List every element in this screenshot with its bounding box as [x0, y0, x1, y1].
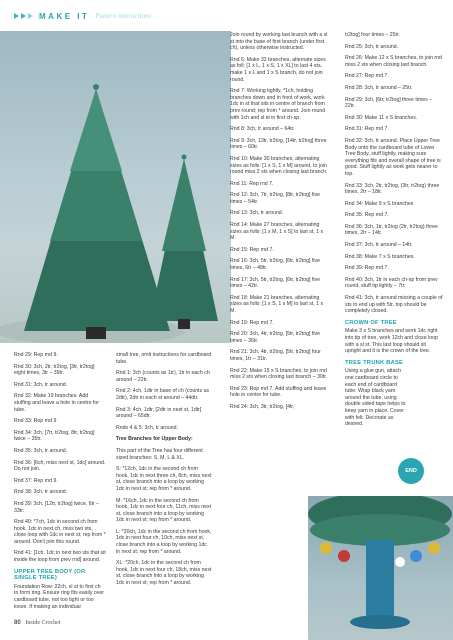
instruction-row: Rnd 16: 3ch, 5tr, tr2tog, [6tr, tr2tog] five times, 6tr – 48tr. — [230, 258, 320, 272]
instruction-row: Rnd 3: 4ch, 1dtr, [2dtr in next st, 1dtr] around – 65dtr. — [116, 406, 202, 420]
instruction-row: S: *12ch, 1dc in the second ch from hook, 1dc in next three ch, 8ch, miss next st, close branch into a loop by working 1dc in next st; rep from * around. — [116, 466, 212, 492]
instruction-row: Join round by working last branch with a sl st into the base of first branch (under first ch), unless otherwise instructed. — [230, 32, 328, 52]
instruction-row: Rnd 34: 3ch, [7tr, tr2tog, 8tr, tr2tog] twice – 35tr. — [14, 429, 95, 443]
instruction-row: Rnd 18: Make 21 branches, alternating sizes as folls: [1 x S, 1 x M] to last st, 1 x M. — [230, 294, 324, 314]
instruction-row: Rnd 33: 3ch, 2tr, tr2tog, (3tr, tr2tog) three times, 2tr – 18tr. — [345, 182, 440, 196]
instruction-row: Rnd 35: Rep rnd 7. — [345, 212, 389, 219]
column-3 — [230, 32, 328, 416]
instruction-row: Rnd 39: 3ch, [12tr, tr2tog] twice, 6tr – 33tr. — [14, 500, 100, 514]
instruction-row: Rnd 9: 3ch, 13tr, tr2tog, [14tr, tr2tog] three times – 60tr. — [230, 137, 327, 151]
instruction-row: Rnd 20: 3ch, 4tr, tr2tog, [5tr, tr2tog] five times – 36tr. — [230, 331, 320, 344]
instruction-row: Rnd 36: [6ch, miss next st, 1dc] around. Do not join. — [14, 459, 106, 473]
arrow-icon — [21, 13, 26, 19]
instruction-row: Using a glue gun, attach one cardboard circle to each end of cardboard tube. Wrap black yarn around the tube, using double sided tape helps to keep yarn in place. Cover with felt. Decorate as desired. — [345, 368, 406, 428]
instruction-row: Rnd 40: *7ch, 1dc in second ch from hook, 1dc in next ch, miss two sts, close loop with 1dc in next st; rep from * around. Don't join this round. — [14, 519, 106, 545]
column-4 — [345, 32, 443, 433]
instruction-row: This part of the Tree has four different sized branches: S, M, L & XL. — [116, 447, 203, 461]
instruction-row: Rnd 2: 4ch, 1dtr in base of ch (counts as 2dtr), 2dtr in each st around – 44dtr. — [116, 388, 210, 401]
christmas-tree-illustration — [0, 31, 231, 343]
instruction-row: Rnd 22: Make 15 x S branches, to join rnd miss 2 sts when closing last branch – 30tr. — [230, 367, 328, 381]
instruction-row: Rnd 14: Make 27 branches, alternating sizes as folls: [1 x M, 1 x S] to last st, 1 x M. — [230, 222, 324, 242]
instruction-row: Rnd 19: Rep rnd 7. — [230, 319, 274, 326]
instruction-row: L: *20ch, 1dc in the second ch from hook, 1dc in next four ch, 10ch, miss next st, close branch into a loop by working 1dc in next st; rep from * around. — [116, 528, 212, 555]
instruction-row: Rnd 1: 3ch (counts as 1tr), 1tr in each ch around – 22tr. — [116, 370, 210, 383]
instruction-row: tr2tog] four times – 25tr. — [345, 32, 400, 38]
section-subtitle: Pattern instructions — [95, 12, 152, 20]
column-1 — [14, 352, 106, 615]
page-number: 80 — [14, 620, 21, 626]
trunk-photo — [308, 496, 453, 640]
instruction-row: small tree, omit instructions for cardboard tube. — [116, 352, 212, 365]
instruction-row: Rnd 13: 3ch, tr around. — [230, 210, 284, 217]
instruction-row: Rnd 33: Rep rnd 9 — [14, 418, 57, 425]
section-header — [14, 9, 151, 23]
instruction-row: Rnd 24: 3ch, 3tr, tr2tog, [4tr, — [230, 403, 295, 410]
instruction-row: Rnd 34: Make 9 x S branches — [345, 200, 414, 207]
instruction-row: Rnd 7: Working tightly, *1ch, holding branches down and in front of work, work 1dc in st that sits in centre of branch from prev round; rep from * around. Join round with 1ch and sl st in first ch-sp. — [230, 88, 326, 121]
instruction-row: Rnd 23: Rep rnd 7. Add stuffing and leave hole in centre for tube. — [230, 385, 327, 399]
instruction-row: Rnd 30: Make 11 x S branches. — [345, 114, 418, 121]
instruction-row: Rnd 15: Rep rnd 7. — [230, 246, 274, 253]
instruction-row: Rnd 8: 3ch, tr around – 64tr. — [230, 126, 295, 133]
instruction-row: Rnd 38: 3ch, tr around. — [14, 489, 68, 496]
magazine-name: Inside Crochet — [25, 620, 61, 626]
instruction-row: Rnd 28: 3ch, tr around – 25tr. — [345, 84, 413, 91]
page-footer — [14, 620, 61, 626]
instruction-row: Rnd 21: 3ch, 4tr, tr2tog, [5tr, tr2tog] four times, 1tr – 31tr. — [230, 349, 321, 362]
heading-branches: Tree Branches for Upper Body: — [116, 436, 193, 443]
instruction-row: Rnd 31: Rep rnd 7. — [345, 126, 389, 133]
instruction-row: XL: *20ch, 1dc in the second ch from hook, 1dc in next four ch, 18ch, miss next st, close branch into a loop by working 1dc in next st; rep from * around. — [116, 560, 212, 587]
heading-upper-tree-body: UPPER TREE BODY (OR SINGLE TREE) — [14, 568, 86, 582]
instruction-row: Rnd 35: 3ch, tr around. — [14, 447, 68, 454]
instruction-row: Rnd 17: 3ch, 5tr, tr2tog, [6tr, tr2tog] five times – 42tr. — [230, 276, 320, 290]
instruction-row: Rnd 40: 3ch, 1tr in each ch-sp from prev round, stuff tip lightly – 7tr. — [345, 276, 438, 290]
instruction-row: Rnd 36: 3ch, 1tr, tr2tog (2tr, tr2tog) three times, 2tr – 14tr. — [345, 223, 438, 237]
instruction-row: Foundation Row: 22ch, sl st to first ch to form ring. Ensure ring fits easily over cardboard tube, not too tight or too loose. If making an individual — [14, 583, 104, 610]
instruction-row: Rnds 4 & 5: 3ch, tr around. — [116, 424, 178, 431]
instruction-row: Rnd 29: 3ch, [6tr, tr2tog] three times – 22tr. — [345, 96, 433, 110]
arrow-icon — [28, 13, 33, 19]
instruction-row: Rnd 10: Make 30 branches, alternating sizes as folls: [1 x S, 1 x M] around, to join round miss 2 sts when closing last branch. — [230, 155, 328, 176]
instruction-row: Rnd 37: 3ch, tr around – 14tr. — [345, 242, 413, 249]
instruction-row: Rnd 11: Rep rnd 7. — [230, 180, 274, 187]
instruction-row: Rnd 31: 3ch, tr around. — [14, 381, 68, 388]
instruction-row: Rnd 25: 3ch, tr around. — [345, 43, 399, 50]
heading-trunk: TREE TRUNK BASE — [345, 359, 404, 366]
instruction-row: Rnd 41: [1ch, 1dc in next two sts that sit inside the loop from prev rnd] around. — [14, 550, 106, 564]
instruction-row: Rnd 29: Rep rnd 9. — [14, 352, 58, 358]
instruction-row: Rnd 32: Make 19 branches. Add stuffing and leave a hole in centre for tube. — [14, 393, 99, 413]
instruction-row: Rnd 41: 3ch, tr around missing a couple of sts to end up with 5tr, top should be completely closed. — [345, 295, 443, 315]
instruction-row: Make 3 x S branches and work 1dc right into tip of tree, work 12ch and close loop with a sl st. This last loop should sit upright and it is the crown of the tree. — [345, 328, 438, 355]
instruction-row: Rnd 38: Make 7 x S branches. — [345, 253, 415, 260]
instruction-row: Rnd 39: Rep rnd 7. — [345, 265, 389, 272]
tree-photo — [0, 31, 231, 343]
arrow-icon — [14, 13, 19, 19]
column-2 — [116, 352, 212, 592]
instruction-row: Rnd 6: Make 32 branches, alternate sizes as foll: [1 x L, 1 x S, 1 x XL] to last 4 sts, make 1 x L and 1 x S branch, do not join round. — [230, 56, 326, 83]
instruction-row: M: *16ch, 1dc in the second ch from hook, 1dc in next four ch, 11ch, miss next st, close branch into a loop by working 1dc in next st; rep from * around. — [116, 497, 212, 524]
section-title: MAKE IT — [39, 11, 90, 21]
instruction-row: Rnd 37: Rep rnd 9. — [14, 477, 58, 484]
heading-crown: CROWN OF TREE — [345, 319, 397, 326]
instruction-row: Rnd 26: Make 12 x S branches, to join rnd miss 2 sts when closing last branch. — [345, 55, 442, 68]
tree-trunk-illustration — [308, 496, 453, 640]
instruction-row: Rnd 27: Rep rnd 7. — [345, 73, 389, 80]
instruction-row: Rnd 12: 3ch, 7tr, tr2tog, [8tr, tr2tog] five times – 54tr. — [230, 192, 320, 205]
instruction-row: Rnd 30: 3ch, 2tr, tr2tog, [3tr, tr2tog] eight times, 3tr – 39tr. — [14, 363, 95, 377]
instruction-row: Rnd 32: 3ch, tr around. Place Upper Tree Body onto the cardboard tube of Lower Tree Body, stuff lightly, making sure everything fits and overall shape of tree is good. Stuff lightly as work gets nearer to top. — [345, 137, 441, 177]
end-badge: END — [398, 458, 424, 484]
